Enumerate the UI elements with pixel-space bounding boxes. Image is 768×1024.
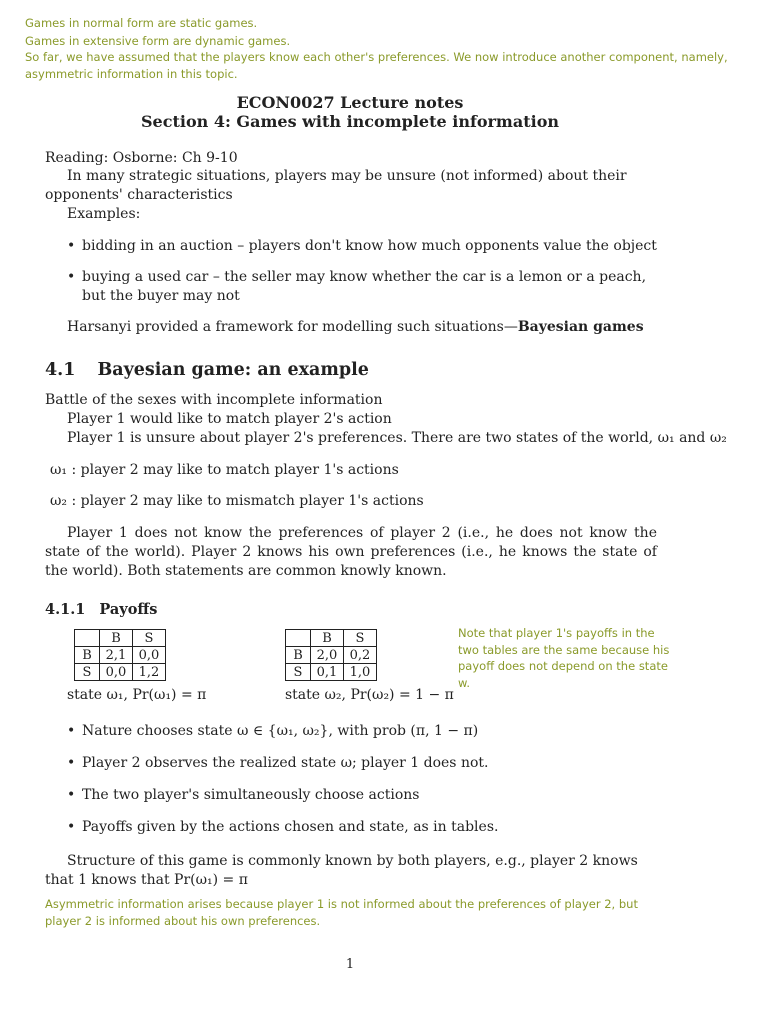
bullet-icon: • bbox=[67, 238, 76, 254]
list-item bbox=[67, 722, 667, 742]
annotation-static-games: Games in normal form are static games. bbox=[25, 16, 258, 30]
bullet-icon: • bbox=[67, 755, 76, 771]
annotation-dynamic-games: Games in extensive form are dynamic games. bbox=[25, 34, 291, 48]
payoff-table-state1 bbox=[74, 629, 166, 681]
player1-match-line: Player 1 would like to match player 2's action bbox=[67, 411, 392, 427]
bos-line: Battle of the sexes with incomplete information bbox=[45, 392, 383, 408]
list-item-text: bidding in an auction – players don't know how much opponents value the object bbox=[82, 238, 657, 254]
list-item-text: Payoffs given by the actions chosen and state, as in tables. bbox=[82, 819, 499, 835]
row-header: B bbox=[75, 647, 100, 664]
payoff-cell: 1,0 bbox=[344, 664, 377, 681]
state-omega2: ω₂ : player 2 may like to mismatch player 1's actions bbox=[50, 493, 424, 509]
harsanyi-line bbox=[67, 318, 644, 337]
payoff-cell: 2,0 bbox=[311, 647, 344, 664]
reading-line: Reading: Osborne: Ch 9-10 bbox=[45, 150, 238, 166]
list-item bbox=[67, 786, 667, 806]
page-subtitle: Section 4: Games with incomplete information bbox=[141, 112, 559, 131]
list-item bbox=[67, 268, 667, 308]
list-item-text: buying a used car – the seller may know whether the car is a lemon or a peach, but the buyer may not bbox=[82, 269, 647, 304]
annotation-payoff-note: Note that player 1's payoffs in the two tables are the same because his payoff does not depend on the state w. bbox=[458, 626, 670, 690]
harsanyi-text: Harsanyi provided a framework for modelling such situations— bbox=[67, 319, 518, 335]
subsection-title: Payoffs bbox=[99, 601, 158, 618]
structure-paragraph: Structure of this game is commonly known by both players, e.g., player 2 knows that 1 knows that Pr(ω₁) = π bbox=[45, 853, 638, 888]
column-header: S bbox=[133, 630, 166, 647]
table2-caption: state ω₂, Pr(ω₂) = 1 − π bbox=[285, 687, 454, 703]
list-item bbox=[67, 237, 667, 257]
table1-caption: state ω₁, Pr(ω₁) = π bbox=[67, 687, 207, 703]
payoff-cell: 2,1 bbox=[100, 647, 133, 664]
subsection-number: 4.1.1 bbox=[45, 601, 86, 618]
table-corner bbox=[75, 630, 100, 647]
column-header: B bbox=[100, 630, 133, 647]
section-number: 4.1 bbox=[45, 360, 76, 380]
state-omega1: ω₁ : player 2 may like to match player 1's actions bbox=[50, 462, 399, 478]
row-header: B bbox=[286, 647, 311, 664]
page-title: ECON0027 Lecture notes bbox=[236, 93, 464, 112]
bullet-icon: • bbox=[67, 819, 76, 835]
list-item-text: Player 2 observes the realized state ω; player 1 does not. bbox=[82, 755, 489, 771]
list-item bbox=[67, 754, 667, 774]
annotation-asymmetric-info: So far, we have assumed that the players know each other's preferences. We now introduce another component, namely, asymmetric information in this topic. bbox=[25, 50, 728, 81]
examples-label: Examples: bbox=[67, 206, 141, 222]
states-line: Player 1 is unsure about player 2's preferences. There are two states of the world, ω₁ and ω₂ bbox=[67, 430, 727, 446]
list-item-text: Nature chooses state ω ∈ {ω₁, ω₂}, with prob (π, 1 − π) bbox=[82, 723, 479, 739]
column-header: B bbox=[311, 630, 344, 647]
section-heading-4-1 bbox=[45, 360, 369, 380]
list-item bbox=[67, 818, 667, 838]
payoff-cell: 0,0 bbox=[100, 664, 133, 681]
column-header: S bbox=[344, 630, 377, 647]
section-heading-4-1-1 bbox=[45, 601, 157, 618]
bayesian-games-term: Bayesian games bbox=[517, 319, 644, 335]
bullet-icon: • bbox=[67, 787, 76, 803]
annotation-asymmetric-arises: Asymmetric information arises because player 1 is not informed about the preferences of player 2, but player 2 is informed about his own preferences. bbox=[45, 897, 638, 928]
page-number: 1 bbox=[345, 957, 355, 972]
payoff-cell: 0,0 bbox=[133, 647, 166, 664]
row-header: S bbox=[286, 664, 311, 681]
payoff-cell: 1,2 bbox=[133, 664, 166, 681]
bullet-icon: • bbox=[67, 269, 76, 285]
section-title: Bayesian game: an example bbox=[97, 360, 369, 380]
payoff-cell: 0,1 bbox=[311, 664, 344, 681]
row-header: S bbox=[75, 664, 100, 681]
intro-paragraph: In many strategic situations, players may be unsure (not informed) about their opponents' characteristics bbox=[45, 168, 627, 203]
payoff-cell: 0,2 bbox=[344, 647, 377, 664]
table-corner bbox=[286, 630, 311, 647]
list-item-text: The two player's simultaneously choose actions bbox=[82, 787, 420, 803]
knowledge-paragraph: Player 1 does not know the preferences of player 2 (i.e., he does not know the state of the world). Player 2 knows his own preferences (i.e., he knows the state of the world). Both statements are common knowly known. bbox=[45, 525, 657, 579]
payoff-table-state2 bbox=[285, 629, 377, 681]
bullet-icon: • bbox=[67, 723, 76, 739]
